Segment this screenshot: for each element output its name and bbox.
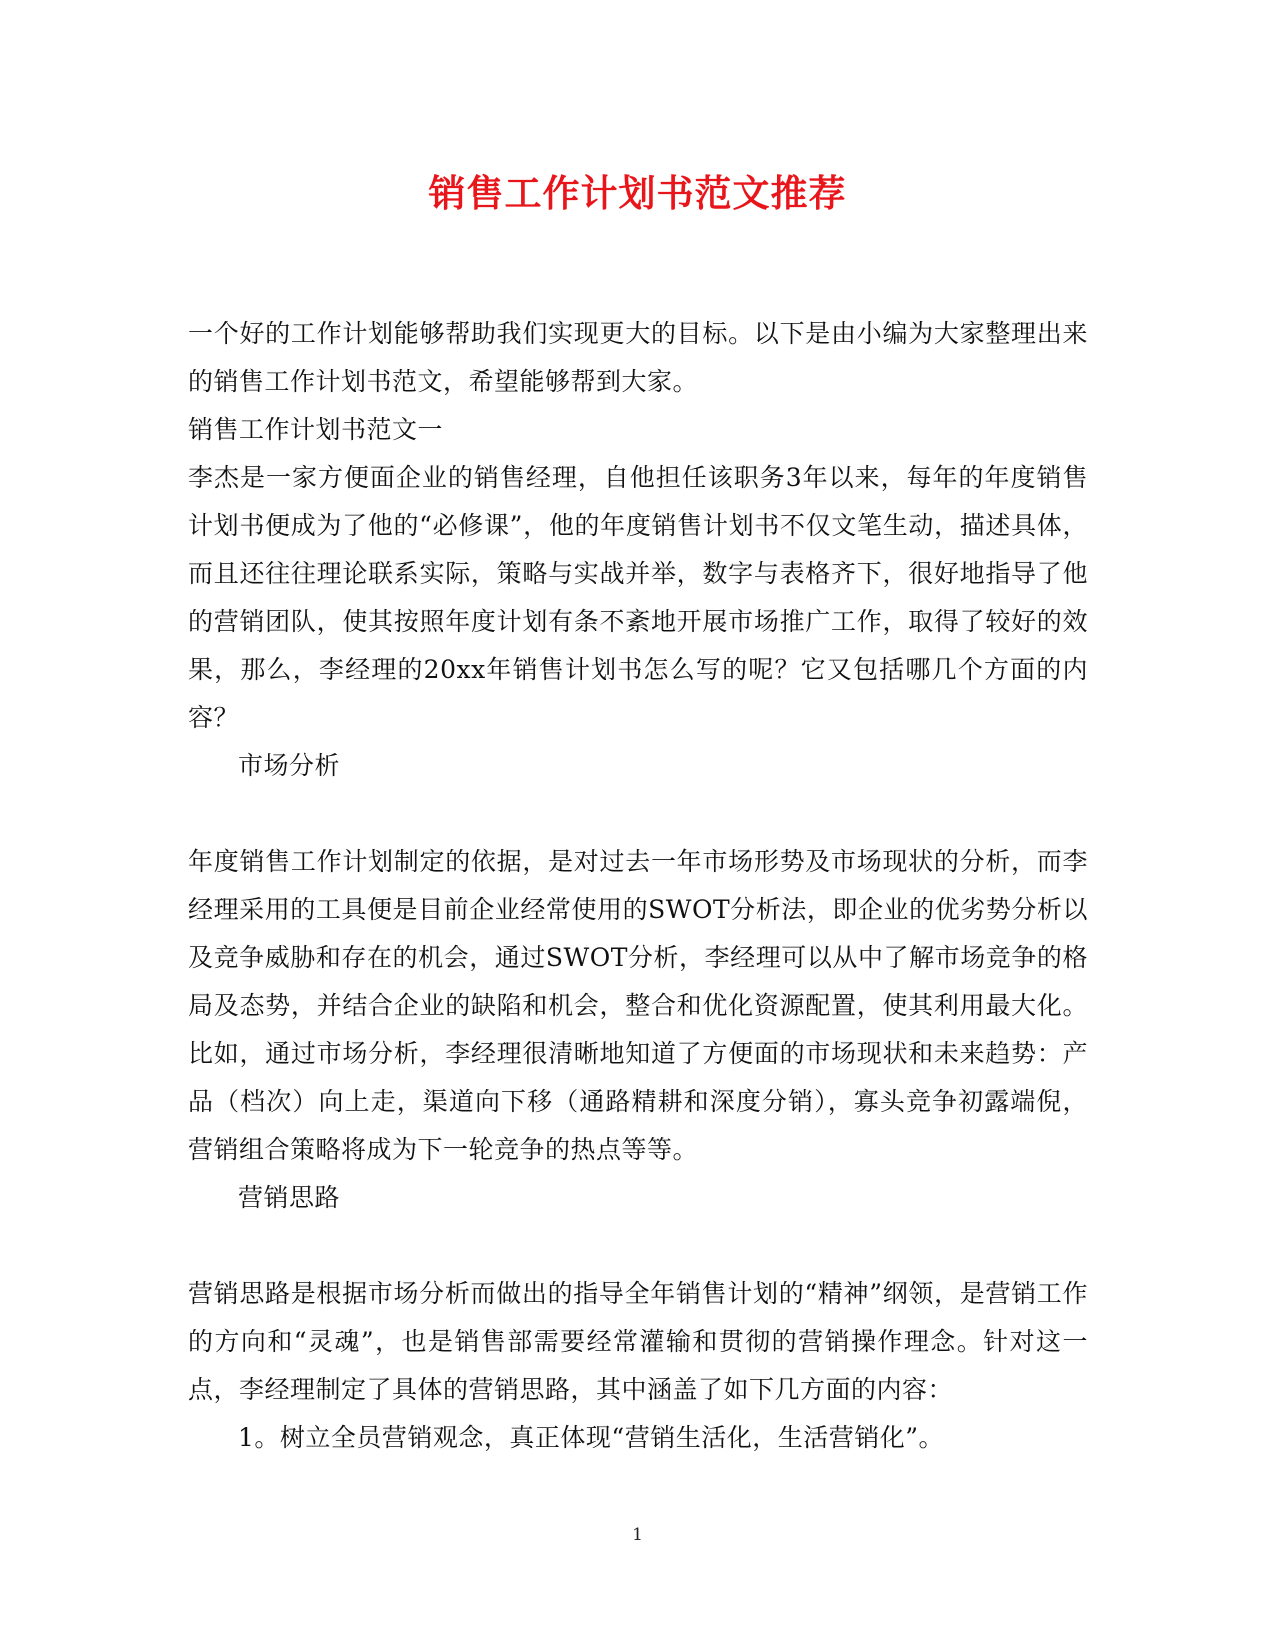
page-number: 1 [632, 1525, 643, 1545]
document-body [188, 310, 1088, 1462]
paragraph-market-analysis: 年度销售工作计划制定的依据，是对过去一年市场形势及市场现状的分析，而李经理采用的工具便是目前企业经常使用的SWOT分析法，即企业的优劣势分析以及竞争威胁和存在的机会，通过SWOT分析，李经理可以从中了解市场竞争的格局及态势，并结合企业的缺陷和机会，整合和优化资源配置，使其利用最大化。比如，通过市场分析，李经理很清晰地知道了方便面的市场现状和未来趋势：产品（档次）向上走，渠道向下移（通路精耕和深度分销），寡头竞争初露端倪，营销组合策略将成为下一轮竞争的热点等等。 [188, 847, 1088, 1164]
section-heading-marketing-strategy: 营销思路 [238, 1183, 341, 1212]
document-title: 销售工作计划书范文推荐 [428, 172, 847, 215]
section-spacer [188, 790, 1088, 838]
paragraph-1: 李杰是一家方便面企业的销售经理，自他担任该职务3年以来，每年的年度销售计划书便成为了他的“必修课”，他的年度销售计划书不仅文笔生动，描述具体，而且还往往理论联系实际，策略与实战并举，数字与表格齐下，很好地指导了他的营销团队，使其按照年度计划有条不紊地开展市场推广工作，取得了较好的效果，那么，李经理的20xx年销售计划书怎么写的呢？它又包括哪几个方面的内容？ [188, 463, 1088, 732]
list-item-1: 1。树立全员营销观念，真正体现“营销生活化，生活营销化”。 [238, 1423, 944, 1452]
section-spacer [188, 1222, 1088, 1270]
intro-paragraph: 一个好的工作计划能够帮助我们实现更大的目标。以下是由小编为大家整理出来的销售工作计划书范文，希望能够帮到大家。 [188, 319, 1088, 396]
sample-heading: 销售工作计划书范文一 [188, 415, 444, 444]
paragraph-marketing-strategy: 营销思路是根据市场分析而做出的指导全年销售计划的“精神”纲领，是营销工作的方向和“灵魂”，也是销售部需要经常灌输和贯彻的营销操作理念。针对这一点，李经理制定了具体的营销思路，其中涵盖了如下几方面的内容： [188, 1279, 1088, 1404]
section-heading-market-analysis: 市场分析 [238, 751, 341, 780]
